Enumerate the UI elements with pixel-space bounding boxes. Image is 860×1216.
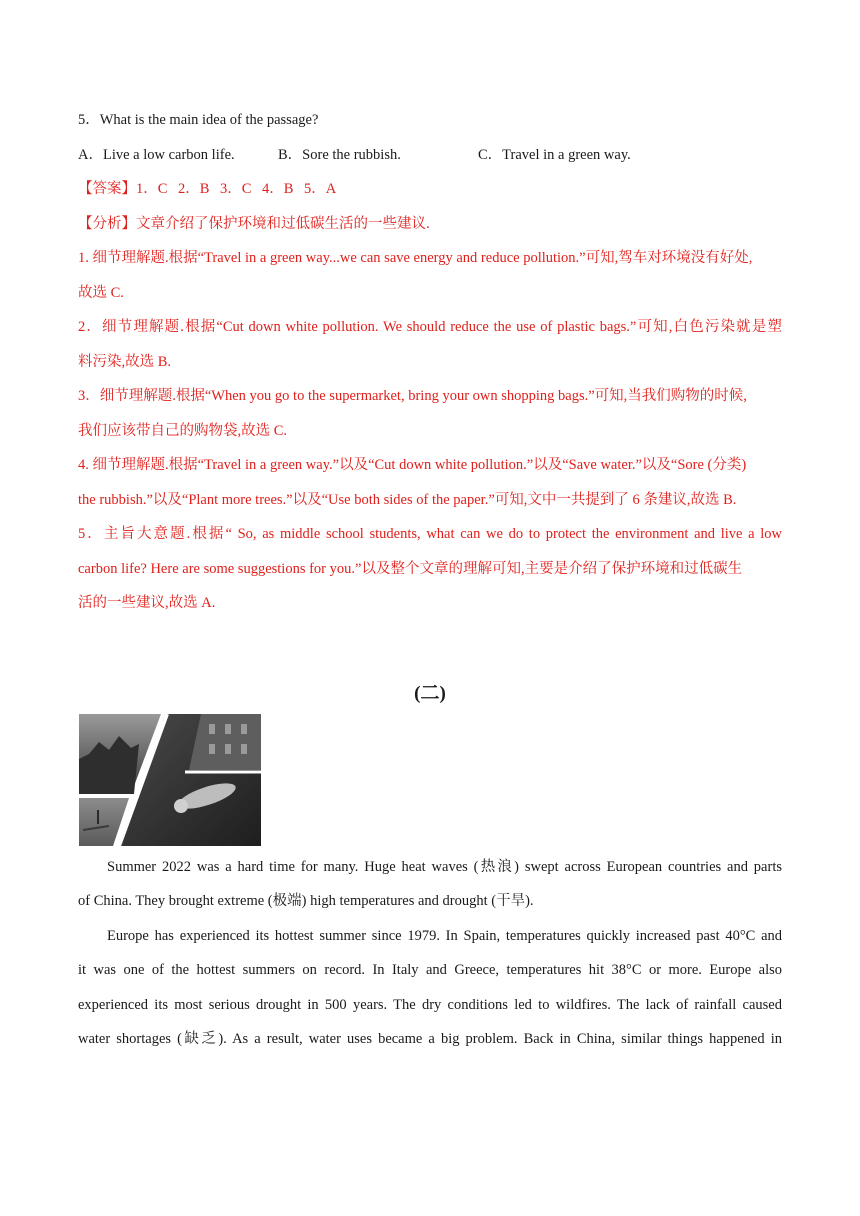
- question-number: 5．: [78, 112, 100, 128]
- passage-line: water shortages (缺乏). As a result, water uses became a big problem. Back in China, similar things happened in: [78, 1031, 782, 1047]
- analysis-intro: [78, 214, 430, 234]
- analysis-label: 【分析】: [78, 216, 136, 232]
- option-a: A．Live a low carbon life.: [78, 147, 235, 163]
- question-text: What is the main idea of the passage?: [99, 112, 319, 128]
- answer-label: 【答案】: [78, 181, 136, 197]
- passage-line: experienced its most serious drought in 500 years. The dry conditions led to wildfires. The lack of rainfall caused: [78, 997, 782, 1013]
- analysis-line: 故选 C.: [78, 285, 124, 301]
- answer-item: 5．A: [304, 181, 337, 197]
- answer-line: [78, 179, 336, 199]
- analysis-line: 料污染,故选 B.: [78, 354, 172, 370]
- answer-item: 4．B: [262, 181, 294, 197]
- analysis-line: 4. 细节理解题.根据“Travel in a green way.”以及“Cut down white pollution.”以及“Save water.”以及“Sore (分类): [78, 457, 747, 473]
- passage-line: Summer 2022 was a hard time for many. Huge heat waves (热浪) swept across European countries and parts: [107, 859, 782, 875]
- analysis-line: 3．细节理解题.根据“When you go to the supermarket, bring your own shopping bags.”可知,当我们购物的时候,: [78, 388, 747, 404]
- answer-item: 1．C: [136, 181, 168, 197]
- section-heading: (二): [414, 683, 446, 704]
- analysis-line: 1. 细节理解题.根据“Travel in a green way...we can save energy and reduce pollution.”可知,驾车对环境没有好处,: [78, 250, 753, 266]
- analysis-line: 2．细节理解题.根据“Cut down white pollution. We should reduce the use of plastic bags.”可知,白色污染就是塑: [78, 319, 782, 335]
- passage-line: it was one of the hottest summers on record. In Italy and Greece, temperatures hit 38°C or more. Europe also: [78, 962, 782, 978]
- analysis-line: 活的一些建议,故选 A.: [78, 595, 216, 611]
- analysis-line: 5．主旨大意题.根据“ So, as middle school students, what can we do to protect the environment and live a low: [78, 526, 782, 542]
- answer-item: 2．B: [178, 181, 210, 197]
- analysis-line: 我们应该带自己的购物袋,故选 C.: [78, 423, 288, 439]
- question-5-options: [78, 145, 631, 165]
- question-5: [78, 110, 318, 130]
- analysis-line: carbon life? Here are some suggestions for you.”以及整个文章的理解可知,主要是介绍了保护环境和过低碳生: [78, 561, 743, 577]
- analysis-summary: 文章介绍了保护环境和过低碳生活的一些建议.: [136, 216, 430, 232]
- option-b: B．Sore the rubbish.: [278, 147, 401, 163]
- heatwave-photo-collage: [79, 714, 261, 846]
- analysis-line: the rubbish.”以及“Plant more trees.”以及“Use both sides of the paper.”可知,文中一共提到了 6 条建议,故选 B.: [78, 492, 737, 508]
- passage-line: of China. They brought extreme (极端) high temperatures and drought (干旱).: [78, 893, 534, 909]
- passage-line: Europe has experienced its hottest summer since 1979. In Spain, temperatures quickly increased past 40°C and: [107, 928, 782, 944]
- option-c: C．Travel in a green way.: [478, 147, 631, 163]
- answer-item: 3．C: [220, 181, 252, 197]
